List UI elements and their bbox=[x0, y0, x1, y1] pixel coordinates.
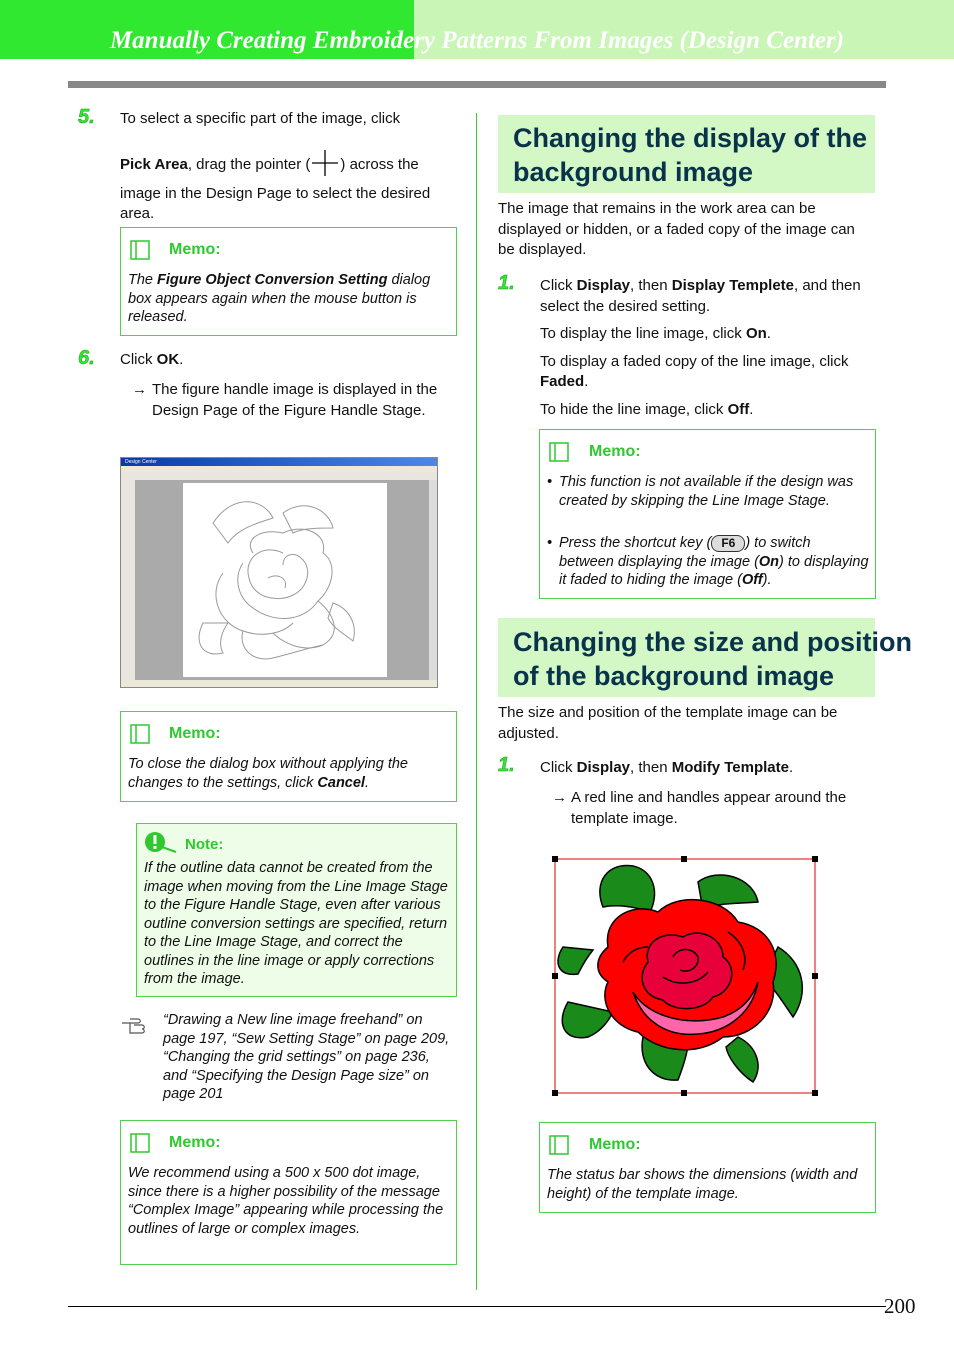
off-dot: . bbox=[749, 400, 754, 418]
ok-label: OK bbox=[156, 351, 180, 368]
section-1-title bbox=[513, 121, 867, 189]
section-2-memo-head: Memo: bbox=[589, 1136, 641, 1153]
section-1-step-text bbox=[540, 276, 875, 420]
header-rule bbox=[68, 81, 886, 88]
section-2-header bbox=[498, 618, 913, 697]
memo-box-3 bbox=[120, 1120, 457, 1265]
column-divider bbox=[476, 113, 477, 1290]
off-pre: To hide the line image, click bbox=[540, 400, 728, 418]
off-label: Off bbox=[727, 400, 750, 418]
step-5-line2 bbox=[120, 148, 460, 178]
memo-1-the: The bbox=[128, 272, 158, 288]
crosshair-pointer-icon bbox=[310, 148, 340, 178]
b2-d: ). bbox=[762, 572, 772, 588]
section-2-step-text bbox=[540, 758, 793, 779]
step-5-drag: , drag the pointer ( bbox=[187, 155, 311, 173]
display-template-label: Display Templete bbox=[671, 277, 794, 294]
s2-display-label: Display bbox=[576, 759, 631, 776]
s1-then: , then bbox=[630, 277, 672, 294]
section-2-title bbox=[513, 625, 912, 693]
faded-pre: To display a faded copy of the line image, click bbox=[540, 352, 849, 370]
bullet-2-text bbox=[559, 534, 869, 590]
pick-area-label: Pick Area bbox=[120, 155, 188, 173]
section-2-title-line1: Changing the size and position bbox=[513, 627, 913, 657]
memo-book-icon bbox=[548, 1134, 570, 1156]
note-head: Note: bbox=[185, 836, 224, 853]
memo-book-icon bbox=[129, 1132, 151, 1154]
s1-click: Click bbox=[540, 277, 577, 294]
modify-template-label: Modify Template bbox=[671, 759, 789, 776]
memo-3-text: We recommend using a 500 x 500 dot image, since there is a higher possibility of the message “Complex Image” appearing while processing the outlines of large or complex images. bbox=[128, 1165, 444, 1237]
screenshot-design-page bbox=[183, 483, 387, 677]
section-1-title-line2: background image bbox=[513, 157, 754, 187]
design-center-screenshot bbox=[120, 457, 438, 688]
memo-box-2 bbox=[120, 711, 457, 802]
screenshot-toolbar bbox=[121, 472, 437, 480]
option-off-line bbox=[540, 400, 875, 421]
page-header-title: Manually Creating Embroidery Patterns From Images (Design Center) bbox=[109, 27, 845, 54]
note-box bbox=[136, 823, 457, 997]
step-6-result: The figure handle image is displayed in the Design Page of the Figure Handle Stage. bbox=[152, 381, 438, 419]
faded-dot: . bbox=[584, 373, 589, 390]
section-2-memo bbox=[539, 1122, 876, 1213]
memo-book-icon bbox=[129, 723, 151, 745]
reference-text: “Drawing a New line image freehand” on page 197, “Sew Setting Stage” on page 209, “Changing the grid settings” on page 236, and “Specifying the Design Page size” on page 201 bbox=[163, 1012, 450, 1102]
step-6-arrow: → bbox=[132, 381, 147, 398]
memo-book-icon bbox=[129, 239, 151, 261]
cancel-label: Cancel bbox=[317, 774, 365, 791]
b2-on: On bbox=[758, 553, 780, 570]
memo-2-end: . bbox=[364, 774, 369, 791]
step-5-number: 5. bbox=[78, 106, 95, 128]
bullet-2-mark: • bbox=[547, 535, 553, 551]
section-2-title-line2: of the background image bbox=[513, 661, 835, 691]
faded-label: Faded bbox=[540, 373, 585, 390]
memo-2-head: Memo: bbox=[169, 725, 221, 742]
memo-1-text bbox=[128, 271, 446, 327]
memo-box-1 bbox=[120, 227, 457, 336]
bullet-1-text: This function is not available if the design was created by skipping the Line Image Stage. bbox=[559, 474, 854, 509]
step-5-across: ) across the bbox=[340, 155, 419, 173]
on-pre: To display the line image, click bbox=[540, 325, 746, 342]
memo-1-rest: dialog box appears again when the mouse button is released. bbox=[128, 272, 431, 325]
step-6-number: 6. bbox=[78, 347, 95, 369]
step-6-text bbox=[120, 350, 183, 371]
step-5-line3: image in the Design Page to select the desired area. bbox=[120, 184, 431, 222]
screenshot-titlebar bbox=[121, 458, 437, 466]
section-1-intro: The image that remains in the work area can be displayed or hidden, or a faded copy of the image can be displayed. bbox=[498, 200, 855, 258]
screenshot-statusbar bbox=[121, 680, 437, 687]
section-1-title-line1: Changing the display of the bbox=[513, 123, 868, 153]
section-1-memo-head: Memo: bbox=[589, 443, 641, 460]
section-2-intro: The size and position of the template image can be adjusted. bbox=[498, 704, 838, 742]
memo-1-bold: Figure Object Conversion Setting bbox=[157, 272, 388, 288]
b2-off: Off bbox=[741, 572, 763, 588]
b2-b: ) to switch between displaying the image ( bbox=[559, 535, 811, 570]
memo-2-text bbox=[128, 755, 446, 792]
step-5-text bbox=[120, 109, 460, 225]
memo-book-icon bbox=[548, 441, 570, 463]
s1-rest: , and then select the desired setting. bbox=[540, 277, 861, 315]
s2-click: Click bbox=[540, 759, 577, 776]
on-dot: . bbox=[766, 325, 771, 342]
step-6-period: . bbox=[179, 351, 184, 368]
s2-then: , then bbox=[630, 759, 672, 776]
option-faded-line bbox=[540, 352, 875, 393]
memo-1-head: Memo: bbox=[169, 241, 221, 258]
section-2-step-number: 1. bbox=[498, 754, 515, 776]
section-1-header bbox=[498, 115, 875, 193]
b2-a: Press the shortcut key ( bbox=[559, 535, 712, 551]
screenshot-title: Design Center bbox=[125, 459, 157, 465]
step-5-line1: To select a specific part of the image, click bbox=[120, 110, 401, 127]
memo-3-head: Memo: bbox=[169, 1134, 221, 1151]
screenshot-scrollbar bbox=[429, 480, 437, 680]
bullet-1-mark: • bbox=[547, 474, 553, 490]
section-2-result: A red line and handles appear around the template image. bbox=[571, 789, 847, 827]
template-rose-image bbox=[548, 852, 824, 1100]
section-2-memo-text: The status bar shows the dimensions (width and height) of the template image. bbox=[547, 1167, 858, 1202]
s2-dot: . bbox=[788, 759, 794, 776]
step-6-click: Click bbox=[120, 351, 157, 368]
on-label: On bbox=[745, 325, 767, 342]
note-text: If the outline data cannot be created from the image when moving from the Line Image Stage to the Figure Handle Stage, even after various outline conversion settings are specified, return to the Line Image Stage, and correct the outlines in the line image or apply corrections from the image. bbox=[144, 860, 448, 987]
section-2-arrow: → bbox=[552, 789, 567, 806]
pointing-hand-icon bbox=[120, 1013, 150, 1035]
f6-key: F6 bbox=[711, 535, 745, 552]
screenshot-toolbox bbox=[121, 480, 135, 680]
footer-rule bbox=[68, 1306, 886, 1307]
note-pin-icon bbox=[144, 831, 178, 853]
memo-2-body: To close the dialog box without applying the changes to the settings, click bbox=[128, 756, 408, 791]
section-1-step-line bbox=[540, 276, 875, 317]
page-number: 200 bbox=[884, 1294, 916, 1318]
rose-outline-image bbox=[183, 483, 387, 677]
display-menu-label: Display bbox=[576, 277, 631, 294]
section-1-memo bbox=[539, 429, 876, 599]
section-1-step-number: 1. bbox=[498, 272, 515, 294]
b2-c: ) to displaying it faded to hiding the image ( bbox=[559, 553, 869, 588]
option-on-line bbox=[540, 324, 875, 345]
